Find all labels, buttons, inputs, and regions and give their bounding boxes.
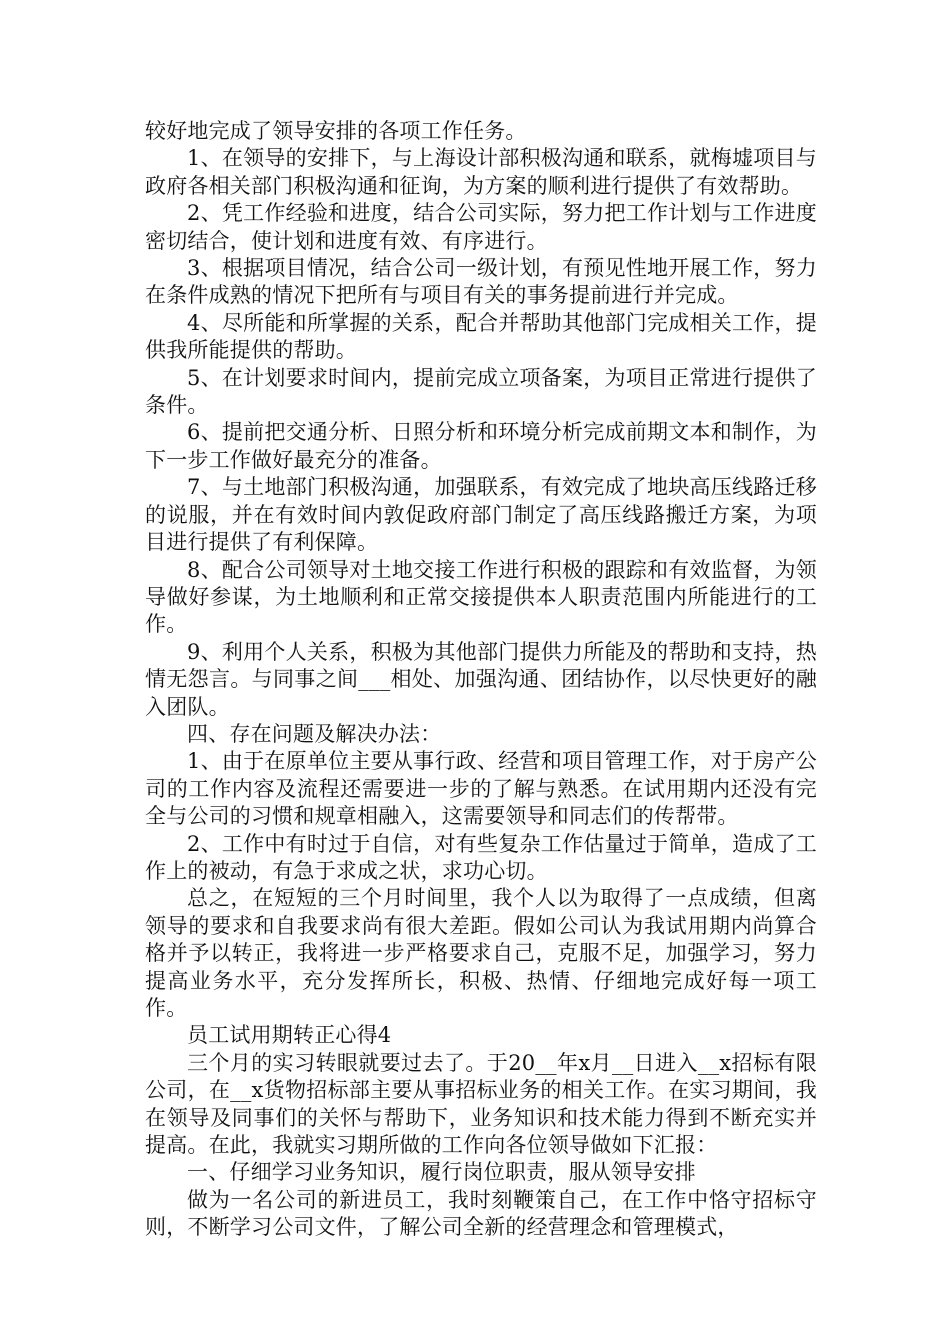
paragraph-1: 较好地完成了领导安排的各项工作任务。	[145, 119, 527, 143]
paragraph-8: 7、与土地部门积极沟通，加强联系，有效完成了地块高压线路迁移的说服，并在有效时间内敦促政府部门制定了高压线路搬迁方案，为项目进行提供了有利保障。	[145, 475, 817, 555]
paragraph-16: 三个月的实习转眼就要过去了。于20__年x月__日进入__x招标有限公司，在__x货物招标部主要从事招标业务的相关工作。在实习期间，我在领导及同事们的关怀与帮助下，业务知识和技术能力得到不断充实并提高。在此，我就实习期所做的工作向各位领导做如下汇报：	[145, 1050, 817, 1158]
paragraph-5: 4、尽所能和所掌握的关系，配合并帮助其他部门完成相关工作，提供我所能提供的帮助。	[145, 310, 817, 363]
paragraph-10: 9、利用个人关系，积极为其他部门提供力所能及的帮助和支持，热情无怨言。与同事之间___相处、加强沟通、团结协作，以尽快更好的融入团队。	[145, 639, 817, 719]
document-body	[145, 118, 817, 1242]
paragraph-7: 6、提前把交通分析、日照分析和环境分析完成前期文本和制作，为下一步工作做好最充分的准备。	[145, 420, 817, 472]
section-heading-problems: 四、存在问题及解决办法：	[187, 721, 442, 746]
paragraph-2: 1、在领导的安排下，与上海设计部积极沟通和联系，就梅墟项目与政府各相关部门积极沟通和征询，为方案的顺利进行提供了有效帮助。	[145, 146, 817, 198]
paragraph-4: 3、根据项目情况，结合公司一级计划，有预见性地开展工作，努力在条件成熟的情况下把所有与项目有关的事务提前进行并完成。	[145, 256, 817, 308]
section-title-4: 员工试用期转正心得4	[187, 1023, 392, 1048]
paragraph-summary: 总之，在短短的三个月时间里，我个人以为取得了一点成绩，但离领导的要求和自我要求尚有很大差距。假如公司认为我试用期内尚算合格并予以转正，我将进一步严格要求自己，克服不足，加强学习，努力提高业务水平，充分发挥所长，积极、热情、仔细地完成好每一项工作。	[145, 886, 817, 1020]
paragraph-12: 1、由于在原单位主要从事行政、经营和项目管理工作，对于房产公司的工作内容及流程还需要进一步的了解与熟悉。在试用期内还没有完全与公司的习惯和规章相融入，这需要领导和同志们的传帮带。	[145, 749, 817, 829]
paragraph-13: 2、工作中有时过于自信，对有些复杂工作估量过于简单，造成了工作上的被动，有急于求成之状，求功心切。	[145, 831, 817, 883]
paragraph-9: 8、配合公司领导对土地交接工作进行积极的跟踪和有效监督，为领导做好参谋，为土地顺利和正常交接提供本人职责范围内所能进行的工作。	[145, 557, 817, 637]
section-heading-study: 一、仔细学习业务知识，履行岗位职责，服从领导安排	[187, 1160, 696, 1185]
paragraph-6: 5、在计划要求时间内，提前完成立项备案，为项目正常进行提供了条件。	[145, 365, 817, 418]
paragraph-18: 做为一名公司的新进员工，我时刻鞭策自己，在工作中恪守招标守则，不断学习公司文件，了解公司全新的经营理念和管理模式，	[145, 1187, 817, 1240]
paragraph-3: 2、凭工作经验和进度，结合公司实际，努力把工作计划与工作进度密切结合，使计划和进度有效、有序进行。	[145, 201, 817, 253]
